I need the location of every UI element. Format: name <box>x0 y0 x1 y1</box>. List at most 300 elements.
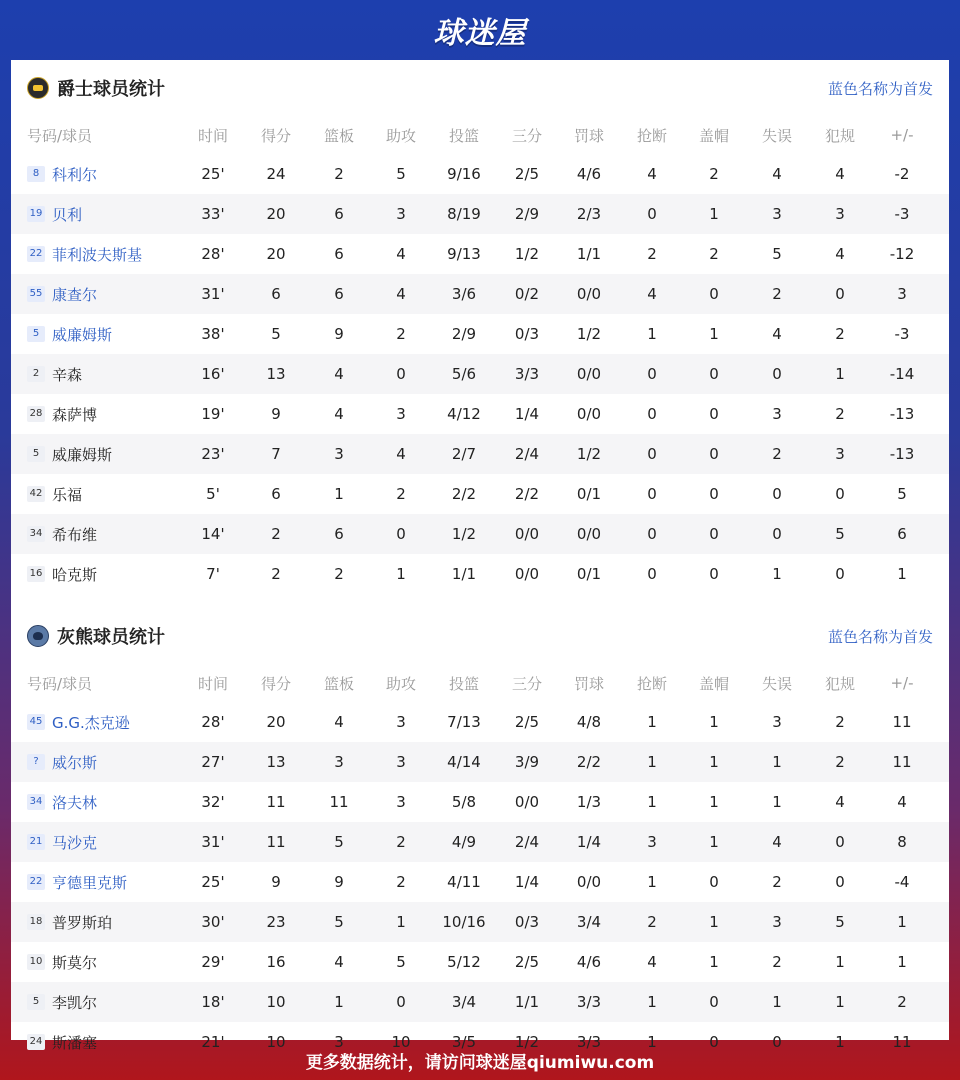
stat-cell: 0 <box>835 565 845 583</box>
stat-cell: 2 <box>772 445 782 463</box>
stat-cell: 4/8 <box>576 713 602 731</box>
jersey-number-badge: 5 <box>27 326 45 342</box>
stat-cell: 1 <box>709 205 719 223</box>
player-name[interactable]: 菲利波夫斯基 <box>52 245 143 264</box>
stat-cell: 4 <box>897 793 907 811</box>
stat-cell: 2 <box>897 993 907 1011</box>
stat-cell: -13 <box>889 405 915 423</box>
stat-cell: 21' <box>201 1033 225 1051</box>
stat-cell: 1 <box>334 993 344 1011</box>
stat-cell: 9 <box>271 873 281 891</box>
stat-cell: 6 <box>334 245 344 263</box>
stat-cell: 5' <box>206 485 220 503</box>
stat-cell: 6 <box>897 525 907 543</box>
player-cell <box>27 872 127 893</box>
jazz-logo-icon <box>27 77 49 99</box>
table-header-row <box>11 664 949 702</box>
stat-cell: 27' <box>201 753 225 771</box>
section-title: 爵士球员统计 <box>57 79 165 100</box>
player-row[interactable] <box>11 902 949 942</box>
player-name[interactable]: 康查尔 <box>52 285 98 304</box>
player-cell <box>27 444 112 465</box>
stat-cell: 5 <box>897 485 907 503</box>
team-section <box>11 60 949 594</box>
stat-cell: 10 <box>391 1033 411 1051</box>
stat-cell: 1 <box>396 565 406 583</box>
column-header: +/- <box>890 674 914 692</box>
stat-cell: 23 <box>266 913 286 931</box>
section-title: 灰熊球员统计 <box>57 627 165 648</box>
stat-cell: 4 <box>647 165 657 183</box>
stat-cell: 5 <box>835 525 845 543</box>
stat-cell: -13 <box>889 445 915 463</box>
player-row[interactable] <box>11 514 949 554</box>
stat-cell: 10 <box>266 1033 286 1051</box>
stat-cell: 23' <box>201 445 225 463</box>
column-header: 时间 <box>197 674 228 693</box>
column-header: 犯规 <box>824 126 855 145</box>
stat-cell: 2 <box>709 165 719 183</box>
stat-cell: 1/4 <box>514 405 540 423</box>
stat-cell: 0 <box>647 405 657 423</box>
player-cell <box>27 324 112 345</box>
stat-cell: 16' <box>201 365 225 383</box>
stat-cell: 2/7 <box>451 445 477 463</box>
stat-cell: 31' <box>201 285 225 303</box>
stat-cell: 2/4 <box>514 445 540 463</box>
stat-cell: 2 <box>835 325 845 343</box>
stat-cell: 1 <box>897 913 907 931</box>
stat-cell: 3/3 <box>514 365 540 383</box>
jersey-number-badge: 10 <box>27 954 45 970</box>
stat-cell: 4/12 <box>447 405 481 423</box>
player-row[interactable] <box>11 942 949 982</box>
stat-cell: 4 <box>772 325 782 343</box>
player-name[interactable]: 亨德里克斯 <box>52 873 128 892</box>
jersey-number-badge: 8 <box>27 166 45 182</box>
stat-cell: 4/14 <box>447 753 481 771</box>
stat-cell: 2/2 <box>514 485 540 503</box>
player-cell <box>27 952 97 973</box>
stat-cell: 33' <box>201 205 225 223</box>
stat-cell: 29' <box>201 953 225 971</box>
player-row[interactable] <box>11 314 949 354</box>
stat-cell: 2 <box>772 873 782 891</box>
stat-cell: -3 <box>894 325 910 343</box>
stat-cell: 0 <box>709 485 719 503</box>
stat-cell: 3 <box>396 405 406 423</box>
stat-cell: -2 <box>894 165 910 183</box>
jersey-number-badge: 16 <box>27 566 45 582</box>
player-name[interactable]: 威廉姆斯 <box>52 325 113 344</box>
stat-cell: 1/1 <box>451 565 477 583</box>
stat-cell: 2 <box>772 953 782 971</box>
player-name[interactable]: 哈克斯 <box>52 565 98 584</box>
stat-cell: 0 <box>709 285 719 303</box>
jersey-number-badge: 42 <box>27 486 45 502</box>
stat-cell: 1 <box>334 485 344 503</box>
column-header: 得分 <box>260 674 291 693</box>
stat-cell: 0 <box>647 525 657 543</box>
player-cell <box>27 364 82 385</box>
stat-cell: 1 <box>709 713 719 731</box>
player-name[interactable]: 斯莫尔 <box>52 953 98 972</box>
player-row[interactable] <box>11 742 949 782</box>
player-row[interactable] <box>11 702 949 742</box>
stat-cell: 24 <box>266 165 286 183</box>
stat-cell: 11 <box>329 793 349 811</box>
stat-cell: 1 <box>647 1033 657 1051</box>
player-name[interactable]: 森萨博 <box>52 405 98 424</box>
jersey-number-badge: ? <box>27 754 45 770</box>
stat-cell: 2/2 <box>451 485 477 503</box>
player-cell <box>27 712 130 733</box>
stat-cell: 1 <box>772 993 782 1011</box>
jersey-number-badge: 45 <box>27 714 45 730</box>
stat-cell: 4/9 <box>451 833 477 851</box>
stat-cell: 0 <box>647 485 657 503</box>
stat-cell: 5/8 <box>451 793 477 811</box>
jersey-number-badge: 19 <box>27 206 45 222</box>
stat-cell: 2 <box>396 485 406 503</box>
stat-cell: 1/4 <box>514 873 540 891</box>
player-name[interactable]: 普罗斯珀 <box>52 913 113 932</box>
player-row[interactable] <box>11 154 949 194</box>
stat-cell: 1 <box>835 993 845 1011</box>
stat-cell: 20 <box>266 245 286 263</box>
stat-cell: 25' <box>201 165 225 183</box>
stat-cell: 9 <box>271 405 281 423</box>
column-header: 投篮 <box>448 674 479 693</box>
stat-cell: 5 <box>835 913 845 931</box>
stat-cell: 1/3 <box>576 793 602 811</box>
stat-cell: 1 <box>772 793 782 811</box>
stat-cell: 0 <box>709 1033 719 1051</box>
stat-cell: 4 <box>772 165 782 183</box>
stat-cell: 0/3 <box>514 913 540 931</box>
stats-panel <box>11 60 949 1052</box>
stat-cell: 8 <box>897 833 907 851</box>
player-row[interactable] <box>11 274 949 314</box>
stat-cell: 0 <box>396 365 406 383</box>
stat-cell: 0/0 <box>514 565 540 583</box>
stat-cell: 28' <box>201 713 225 731</box>
column-header: 罚球 <box>573 674 604 693</box>
stat-cell: 0 <box>709 565 719 583</box>
stat-cell: 0 <box>709 405 719 423</box>
stat-cell: 10/16 <box>442 913 486 931</box>
column-header: 号码/球员 <box>27 126 93 145</box>
footer-banner[interactable]: 更多数据统计，请访问球迷屋qiumiwu.com <box>305 1052 655 1073</box>
stat-cell: 0 <box>709 993 719 1011</box>
stat-cell: 5/6 <box>451 365 477 383</box>
player-name[interactable]: 辛森 <box>52 365 83 384</box>
stat-cell: 0 <box>709 873 719 891</box>
stat-cell: 0 <box>835 285 845 303</box>
section-header <box>11 608 949 664</box>
stat-cell: 3 <box>396 793 406 811</box>
stat-cell: 0/3 <box>514 325 540 343</box>
column-header: 助攻 <box>385 126 416 145</box>
player-row[interactable] <box>11 982 949 1022</box>
player-cell <box>27 404 97 425</box>
stat-cell: 1 <box>835 365 845 383</box>
jersey-number-badge: 5 <box>27 994 45 1010</box>
stat-cell: 11 <box>266 833 286 851</box>
stat-cell: 1 <box>772 753 782 771</box>
stat-cell: 3/5 <box>451 1033 477 1051</box>
stat-cell: 1/2 <box>576 445 602 463</box>
stat-cell: 2 <box>396 833 406 851</box>
player-name[interactable]: 威廉姆斯 <box>52 445 113 464</box>
stat-cell: 3/4 <box>451 993 477 1011</box>
player-name[interactable]: 马沙克 <box>52 833 98 852</box>
stat-cell: 6 <box>334 525 344 543</box>
jersey-number-badge: 24 <box>27 1034 45 1050</box>
column-header: 盖帽 <box>698 674 729 693</box>
stat-cell: 2/2 <box>576 753 602 771</box>
stat-cell: 1 <box>647 993 657 1011</box>
stat-cell: 0/0 <box>576 405 602 423</box>
player-name[interactable]: 乐福 <box>52 485 83 504</box>
player-name[interactable]: 贝利 <box>52 205 83 224</box>
jersey-number-badge: 28 <box>27 406 45 422</box>
stat-cell: 2 <box>647 913 657 931</box>
player-cell <box>27 912 112 933</box>
stat-cell: 0/0 <box>576 873 602 891</box>
stat-cell: 7 <box>271 445 281 463</box>
player-name[interactable]: 斯潘塞 <box>52 1033 98 1052</box>
jersey-number-badge: 21 <box>27 834 45 850</box>
stat-cell: 30' <box>201 913 225 931</box>
stat-cell: 11 <box>892 753 912 771</box>
stat-cell: 2 <box>709 245 719 263</box>
stat-cell: 25' <box>201 873 225 891</box>
stat-cell: 2 <box>271 525 281 543</box>
stat-cell: 3 <box>396 205 406 223</box>
player-name[interactable]: 威尔斯 <box>52 753 98 772</box>
stat-cell: 9/13 <box>447 245 481 263</box>
stat-cell: 4 <box>334 713 344 731</box>
stat-cell: 4 <box>835 165 845 183</box>
stat-cell: 2 <box>647 245 657 263</box>
stat-cell: 3 <box>897 285 907 303</box>
stat-cell: 4 <box>396 285 406 303</box>
stat-cell: 3/6 <box>451 285 477 303</box>
stat-cell: 2 <box>334 565 344 583</box>
stat-cell: 0 <box>647 365 657 383</box>
column-header: 失误 <box>761 674 792 693</box>
stat-cell: 0 <box>647 445 657 463</box>
player-row[interactable] <box>11 194 949 234</box>
stat-cell: 32' <box>201 793 225 811</box>
stat-cell: 6 <box>271 285 281 303</box>
column-header: 罚球 <box>573 126 604 145</box>
player-name[interactable]: 洛夫林 <box>52 793 98 812</box>
stat-cell: 0 <box>709 365 719 383</box>
column-header: 抢断 <box>636 126 667 145</box>
stat-cell: 4 <box>835 245 845 263</box>
stat-cell: 6 <box>334 285 344 303</box>
stat-cell: 4/11 <box>447 873 481 891</box>
jersey-number-badge: 18 <box>27 914 45 930</box>
stat-cell: 1 <box>709 793 719 811</box>
stat-cell: -4 <box>894 873 910 891</box>
stat-cell: 5/12 <box>447 953 481 971</box>
stat-cell: 2/9 <box>514 205 540 223</box>
stat-cell: 2 <box>396 873 406 891</box>
table-header-row <box>11 116 949 154</box>
stat-cell: 2 <box>835 405 845 423</box>
stat-cell: 5 <box>396 953 406 971</box>
column-header: 篮板 <box>323 674 354 693</box>
stat-cell: 18' <box>201 993 225 1011</box>
stat-cell: 1 <box>396 913 406 931</box>
stat-cell: 6 <box>334 205 344 223</box>
column-header: 犯规 <box>824 674 855 693</box>
player-row[interactable] <box>11 862 949 902</box>
column-header: 时间 <box>197 126 228 145</box>
stat-cell: 5 <box>334 833 344 851</box>
stat-cell: 10 <box>266 993 286 1011</box>
stat-cell: 4 <box>647 953 657 971</box>
starter-legend: 蓝色名称为首发 <box>827 79 933 98</box>
stat-cell: 2/9 <box>451 325 477 343</box>
stat-cell: 2 <box>396 325 406 343</box>
stat-cell: 5 <box>334 913 344 931</box>
player-cell <box>27 564 97 585</box>
player-row[interactable] <box>11 474 949 514</box>
stat-cell: 0 <box>709 525 719 543</box>
player-cell <box>27 524 97 545</box>
stat-cell: 9 <box>334 325 344 343</box>
stat-cell: 11 <box>892 713 912 731</box>
stat-cell: 5 <box>271 325 281 343</box>
player-cell <box>27 992 97 1013</box>
stat-cell: 2 <box>271 565 281 583</box>
stat-cell: 1 <box>647 793 657 811</box>
stat-cell: 4 <box>334 365 344 383</box>
jersey-number-badge: 22 <box>27 246 45 262</box>
stat-cell: 3 <box>772 713 782 731</box>
column-header: 助攻 <box>385 674 416 693</box>
stat-cell: 3 <box>772 913 782 931</box>
stat-cell: 3 <box>835 205 845 223</box>
stat-cell: 0 <box>772 365 782 383</box>
grizzlies-logo-icon <box>27 625 49 647</box>
player-cell <box>27 752 97 773</box>
player-cell <box>27 792 97 813</box>
stat-cell: 11 <box>266 793 286 811</box>
stat-cell: 4 <box>772 833 782 851</box>
stat-cell: 1 <box>709 833 719 851</box>
stat-cell: 0 <box>396 525 406 543</box>
stat-cell: 2/4 <box>514 833 540 851</box>
player-row[interactable] <box>11 434 949 474</box>
player-row[interactable] <box>11 394 949 434</box>
player-name[interactable]: 李凯尔 <box>52 993 98 1012</box>
stat-cell: 1/2 <box>514 1033 540 1051</box>
column-header: 篮板 <box>323 126 354 145</box>
player-row[interactable] <box>11 554 949 594</box>
jersey-number-badge: 2 <box>27 366 45 382</box>
stat-cell: 0/0 <box>514 793 540 811</box>
stat-cell: 6 <box>271 485 281 503</box>
player-row[interactable] <box>11 782 949 822</box>
stat-cell: 0 <box>647 205 657 223</box>
stat-cell: 3 <box>647 833 657 851</box>
stat-cell: 1 <box>647 873 657 891</box>
jersey-number-badge: 34 <box>27 794 45 810</box>
player-row[interactable] <box>11 234 949 274</box>
stat-cell: 8/19 <box>447 205 481 223</box>
stat-cell: 20 <box>266 205 286 223</box>
stat-cell: 3 <box>396 713 406 731</box>
stat-cell: 11 <box>892 1033 912 1051</box>
stat-cell: 0 <box>835 873 845 891</box>
stat-cell: 4 <box>334 953 344 971</box>
stat-cell: 14' <box>201 525 225 543</box>
stat-cell: 0/0 <box>514 525 540 543</box>
player-cell <box>27 204 82 225</box>
column-header: 抢断 <box>636 674 667 693</box>
stat-cell: 0 <box>772 1033 782 1051</box>
player-cell <box>27 284 97 305</box>
stat-cell: 1 <box>709 325 719 343</box>
column-header: 盖帽 <box>698 126 729 145</box>
stat-cell: 1 <box>709 913 719 931</box>
stat-cell: 3/3 <box>576 1033 602 1051</box>
jersey-number-badge: 22 <box>27 874 45 890</box>
stat-cell: 38' <box>201 325 225 343</box>
stat-cell: 1 <box>897 565 907 583</box>
stat-cell: 0/1 <box>576 565 602 583</box>
stat-cell: 3/9 <box>514 753 540 771</box>
header-bar <box>0 0 960 60</box>
player-name[interactable]: G.G.杰克逊 <box>52 713 130 732</box>
stat-cell: 0 <box>709 445 719 463</box>
player-row[interactable] <box>11 354 949 394</box>
starter-legend: 蓝色名称为首发 <box>827 627 933 646</box>
stat-cell: 2/3 <box>576 205 602 223</box>
stat-cell: 1/2 <box>514 245 540 263</box>
stat-cell: 2/5 <box>514 165 540 183</box>
stat-cell: 1/2 <box>451 525 477 543</box>
stat-cell: 13 <box>266 365 286 383</box>
player-row[interactable] <box>11 822 949 862</box>
stat-cell: 20 <box>266 713 286 731</box>
stat-cell: 0/0 <box>576 365 602 383</box>
stat-cell: 7' <box>206 565 220 583</box>
stat-cell: 0/0 <box>576 525 602 543</box>
player-name[interactable]: 希布维 <box>52 525 98 544</box>
stat-cell: 9 <box>334 873 344 891</box>
stat-cell: 1 <box>709 753 719 771</box>
column-header: 失误 <box>761 126 792 145</box>
stat-cell: 0 <box>772 525 782 543</box>
column-header: 投篮 <box>448 126 479 145</box>
player-cell <box>27 832 97 853</box>
stat-cell: 16 <box>266 953 286 971</box>
player-cell <box>27 244 142 265</box>
stat-cell: -12 <box>889 245 915 263</box>
stat-cell: 1 <box>835 1033 845 1051</box>
stat-cell: 1 <box>709 953 719 971</box>
column-header: 三分 <box>511 674 542 693</box>
stat-cell: 1/4 <box>576 833 602 851</box>
player-name[interactable]: 科利尔 <box>52 165 98 184</box>
stat-cell: 2 <box>835 753 845 771</box>
